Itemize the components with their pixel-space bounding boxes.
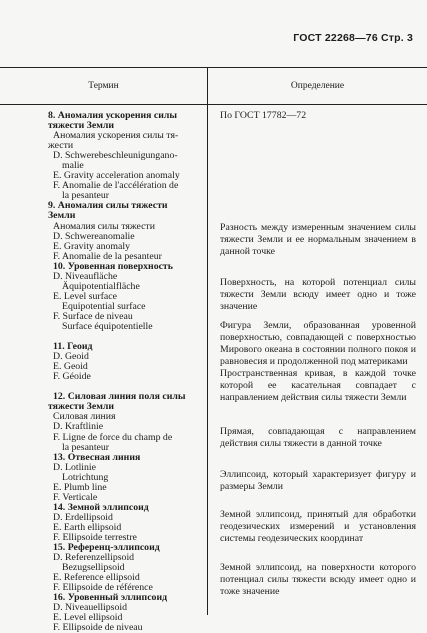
term-line: тяжести Земли <box>48 401 115 413</box>
term-line: E. Reference ellipsoid <box>53 572 140 584</box>
term-line: la pesanteur <box>62 190 110 202</box>
column-header-term: Термин <box>88 81 119 91</box>
term-line: 14. Земной эллипсоид <box>53 501 149 513</box>
term-line: E. Gravity anomaly <box>53 240 130 252</box>
term-line: E. Earth ellipsoid <box>53 521 122 533</box>
term-line: E. Plumb line <box>53 481 107 493</box>
term-line: F. Anomalie de l'accélération de <box>53 180 179 192</box>
term-line: F. Surface de niveau <box>53 310 133 322</box>
term-line: F. Verticale <box>53 491 98 503</box>
definition-10: Поверхность, на которой потенциал силы тяжести Земли всюду имеет одно и тоже значение <box>220 277 416 313</box>
term-line: Äquipotentialfläche <box>62 280 140 292</box>
term-line: D. Kraftlinie <box>53 421 104 433</box>
column-header-row <box>0 67 427 105</box>
definition-11: Фигура Земли, образованная уровенной поверхностью, совпадающей с поверхностью Мирового океана в состоянии полного покоя и равновесия и продолженной под материками <box>220 320 416 368</box>
term-line: Lotrichtung <box>62 471 109 483</box>
definition-15: Земной эллипсоид, принятый для обработки геодезических измерений и установления системы геодезических координат <box>220 509 416 545</box>
term-line: Bezugsellipsoid <box>62 562 125 574</box>
term-line: F. Géoide <box>53 371 91 383</box>
term-line: 13. Отвесная линия <box>53 451 141 463</box>
term-line: тяжести Земли <box>48 120 115 132</box>
term-line: la pesanteur <box>62 441 110 453</box>
definition-13: Прямая, совпадающая с направлением действия силы тяжести в данной точке <box>220 426 416 450</box>
term-line: F. Ligne de force du champ de <box>53 431 173 443</box>
term-line: Surface équipotentielle <box>62 320 153 332</box>
term-line: F. Ellipsoide de niveau <box>53 622 143 633</box>
definition-16: Земной эллипсоид, на поверхности которого потенциал силы тяжести всюду имеет одно и тоже значение <box>220 562 416 598</box>
term-line: D. Lotlinie <box>53 461 96 473</box>
definition-12: Пространственная кривая, в каждой точке которой ее касательная совпадает с направлением действия силы тяжести Земли <box>220 368 416 404</box>
definition-8: По ГОСТ 17782—72 <box>220 110 307 121</box>
term-line: Аномалия ускорения силы тя- <box>53 130 179 142</box>
term-line: E. Level surface <box>53 290 117 302</box>
term-line: 10. Уровенная поверхность <box>53 260 173 272</box>
term-line: D. Referenzellipsoid <box>53 552 135 564</box>
term-line: D. Niveaufläche <box>53 270 118 282</box>
term-line: 9. Аномалия силы тяжести <box>48 200 168 212</box>
term-line: D. Erdellipsoid <box>53 511 113 523</box>
term-line: E. Geoid <box>53 361 88 373</box>
term-line: F. Ellipsoide terrestre <box>53 531 137 543</box>
term-line: Аномалия силы тяжести <box>53 220 155 232</box>
term-line: D. Schwereanomalie <box>53 230 135 242</box>
term-line: Силовая линия <box>53 411 116 423</box>
term-line: 12. Силовая линия поля силы <box>53 391 186 403</box>
term-line: E. Gravity acceleration anomaly <box>53 170 180 182</box>
page-header: ГОСТ 22268—76 Стр. 3 <box>293 32 413 44</box>
term-line: E. Level ellipsoid <box>53 612 123 624</box>
term-line: жести <box>48 140 74 152</box>
term-line: Equipotential surface <box>62 300 146 312</box>
term-line: D. Geoid <box>53 351 89 363</box>
term-line: Земли <box>48 210 76 222</box>
term-line: D. Schwerebeschleunigungano- <box>53 150 178 162</box>
term-line: malie <box>62 160 84 172</box>
definition-9: Разность между измеренным значением силы тяжести Земли и ее нормальным значением в данной точке <box>220 222 416 258</box>
term-line: 16. Уровенный эллипсоид <box>53 592 168 604</box>
term-line: 8. Аномалия ускорения силы <box>48 110 178 121</box>
definition-14: Эллипсоид, который характеризует фигуру и размеры Земли <box>220 469 416 493</box>
term-line: F. Ellipsoide de référence <box>53 582 153 594</box>
body-column-divider <box>207 103 208 615</box>
term-line: D. Niveauellipsoid <box>53 602 128 614</box>
column-header-definition: Определение <box>290 81 345 91</box>
term-line: 11. Геоид <box>53 341 93 353</box>
term-line: 15. Референц-эллипсоид <box>53 542 160 554</box>
term-line: F. Anomalie de la pesanteur <box>53 250 162 262</box>
terms-column <box>48 111 203 633</box>
